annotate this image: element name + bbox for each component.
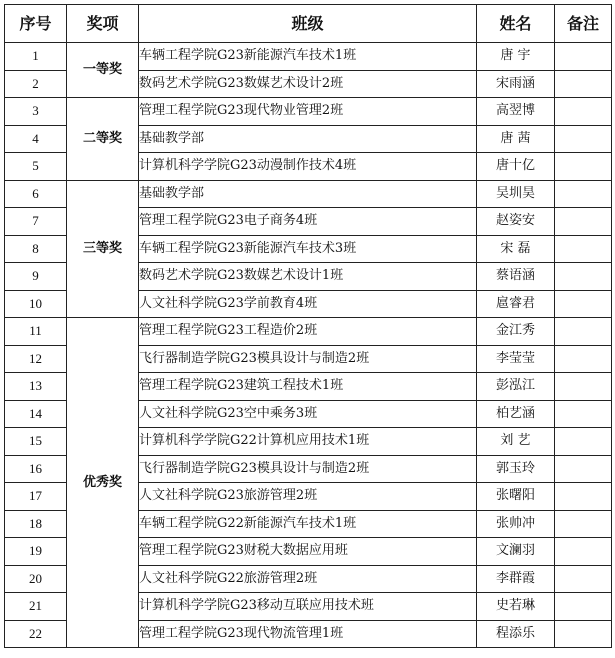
class-cell: 飞行器制造学院G23模具设计与制造2班 xyxy=(139,455,477,483)
name-cell: 刘 艺 xyxy=(477,428,555,456)
name-cell: 彭泓江 xyxy=(477,373,555,401)
note-cell xyxy=(555,373,612,401)
class-cell: 基础教学部 xyxy=(139,125,477,153)
award-second-prize: 二等奖 xyxy=(67,98,139,181)
name-cell: 宋雨涵 xyxy=(477,70,555,98)
row-number: 10 xyxy=(5,290,67,318)
note-cell xyxy=(555,400,612,428)
row-number: 11 xyxy=(5,318,67,346)
note-cell xyxy=(555,43,612,71)
class-cell: 管理工程学院G23现代物流管理1班 xyxy=(139,620,477,648)
row-number: 8 xyxy=(5,235,67,263)
name-cell: 郭玉玲 xyxy=(477,455,555,483)
row-number: 13 xyxy=(5,373,67,401)
note-cell xyxy=(555,208,612,236)
class-cell: 管理工程学院G23工程造价2班 xyxy=(139,318,477,346)
row-number: 15 xyxy=(5,428,67,456)
name-cell: 唐十亿 xyxy=(477,153,555,181)
note-cell xyxy=(555,70,612,98)
note-cell xyxy=(555,565,612,593)
table-body xyxy=(5,43,612,648)
class-cell: 车辆工程学院G22新能源汽车技术1班 xyxy=(139,510,477,538)
row-number: 1 xyxy=(5,43,67,71)
row-number: 19 xyxy=(5,538,67,566)
row-number: 18 xyxy=(5,510,67,538)
name-cell: 宋 磊 xyxy=(477,235,555,263)
class-cell: 基础教学部 xyxy=(139,180,477,208)
class-cell: 数码艺术学院G23数媒艺术设计2班 xyxy=(139,70,477,98)
name-cell: 金江秀 xyxy=(477,318,555,346)
header-note: 备注 xyxy=(555,5,612,43)
name-cell: 李莹莹 xyxy=(477,345,555,373)
class-cell: 人文社科学院G23旅游管理2班 xyxy=(139,483,477,511)
name-cell: 李群霞 xyxy=(477,565,555,593)
note-cell xyxy=(555,620,612,648)
class-cell: 人文社科学院G22旅游管理2班 xyxy=(139,565,477,593)
table-row xyxy=(5,98,612,126)
name-cell: 吴圳昊 xyxy=(477,180,555,208)
header-no: 序号 xyxy=(5,5,67,43)
header-class: 班级 xyxy=(139,5,477,43)
note-cell xyxy=(555,153,612,181)
table-header xyxy=(5,5,612,43)
note-cell xyxy=(555,345,612,373)
note-cell xyxy=(555,593,612,621)
header-name: 姓名 xyxy=(477,5,555,43)
row-number: 17 xyxy=(5,483,67,511)
row-number: 7 xyxy=(5,208,67,236)
row-number: 16 xyxy=(5,455,67,483)
row-number: 21 xyxy=(5,593,67,621)
class-cell: 计算机科学学院G23移动互联应用技术班 xyxy=(139,593,477,621)
name-cell: 文澜羽 xyxy=(477,538,555,566)
note-cell xyxy=(555,428,612,456)
class-cell: 人文社科学院G23学前教育4班 xyxy=(139,290,477,318)
row-number: 22 xyxy=(5,620,67,648)
name-cell: 程添乐 xyxy=(477,620,555,648)
award-list-table xyxy=(4,4,612,648)
class-cell: 车辆工程学院G23新能源汽车技术3班 xyxy=(139,235,477,263)
row-number: 6 xyxy=(5,180,67,208)
note-cell xyxy=(555,180,612,208)
name-cell: 柏艺涵 xyxy=(477,400,555,428)
name-cell: 赵姿安 xyxy=(477,208,555,236)
row-number: 3 xyxy=(5,98,67,126)
award-third-prize: 三等奖 xyxy=(67,180,139,318)
row-number: 2 xyxy=(5,70,67,98)
table-row xyxy=(5,318,612,346)
name-cell: 高翌博 xyxy=(477,98,555,126)
note-cell xyxy=(555,98,612,126)
class-cell: 管理工程学院G23财税大数据应用班 xyxy=(139,538,477,566)
class-cell: 管理工程学院G23建筑工程技术1班 xyxy=(139,373,477,401)
note-cell xyxy=(555,125,612,153)
row-number: 9 xyxy=(5,263,67,291)
row-number: 20 xyxy=(5,565,67,593)
class-cell: 飞行器制造学院G23模具设计与制造2班 xyxy=(139,345,477,373)
class-cell: 计算机科学学院G22计算机应用技术1班 xyxy=(139,428,477,456)
class-cell: 计算机科学学院G23动漫制作技术4班 xyxy=(139,153,477,181)
class-cell: 管理工程学院G23现代物业管理2班 xyxy=(139,98,477,126)
row-number: 5 xyxy=(5,153,67,181)
header-award: 奖项 xyxy=(67,5,139,43)
name-cell: 张帅冲 xyxy=(477,510,555,538)
name-cell: 扈睿君 xyxy=(477,290,555,318)
note-cell xyxy=(555,263,612,291)
name-cell: 唐 茜 xyxy=(477,125,555,153)
name-cell: 唐 宇 xyxy=(477,43,555,71)
class-cell: 人文社科学院G23空中乘务3班 xyxy=(139,400,477,428)
name-cell: 张曙阳 xyxy=(477,483,555,511)
note-cell xyxy=(555,235,612,263)
award-first-prize: 一等奖 xyxy=(67,43,139,98)
note-cell xyxy=(555,510,612,538)
table-row xyxy=(5,43,612,71)
award-excellence: 优秀奖 xyxy=(67,318,139,648)
note-cell xyxy=(555,538,612,566)
class-cell: 车辆工程学院G23新能源汽车技术1班 xyxy=(139,43,477,71)
class-cell: 管理工程学院G23电子商务4班 xyxy=(139,208,477,236)
class-cell: 数码艺术学院G23数媒艺术设计1班 xyxy=(139,263,477,291)
row-number: 12 xyxy=(5,345,67,373)
note-cell xyxy=(555,455,612,483)
header-row xyxy=(5,5,612,43)
table-row xyxy=(5,180,612,208)
row-number: 14 xyxy=(5,400,67,428)
row-number: 4 xyxy=(5,125,67,153)
name-cell: 史若琳 xyxy=(477,593,555,621)
note-cell xyxy=(555,483,612,511)
note-cell xyxy=(555,290,612,318)
name-cell: 蔡语涵 xyxy=(477,263,555,291)
note-cell xyxy=(555,318,612,346)
